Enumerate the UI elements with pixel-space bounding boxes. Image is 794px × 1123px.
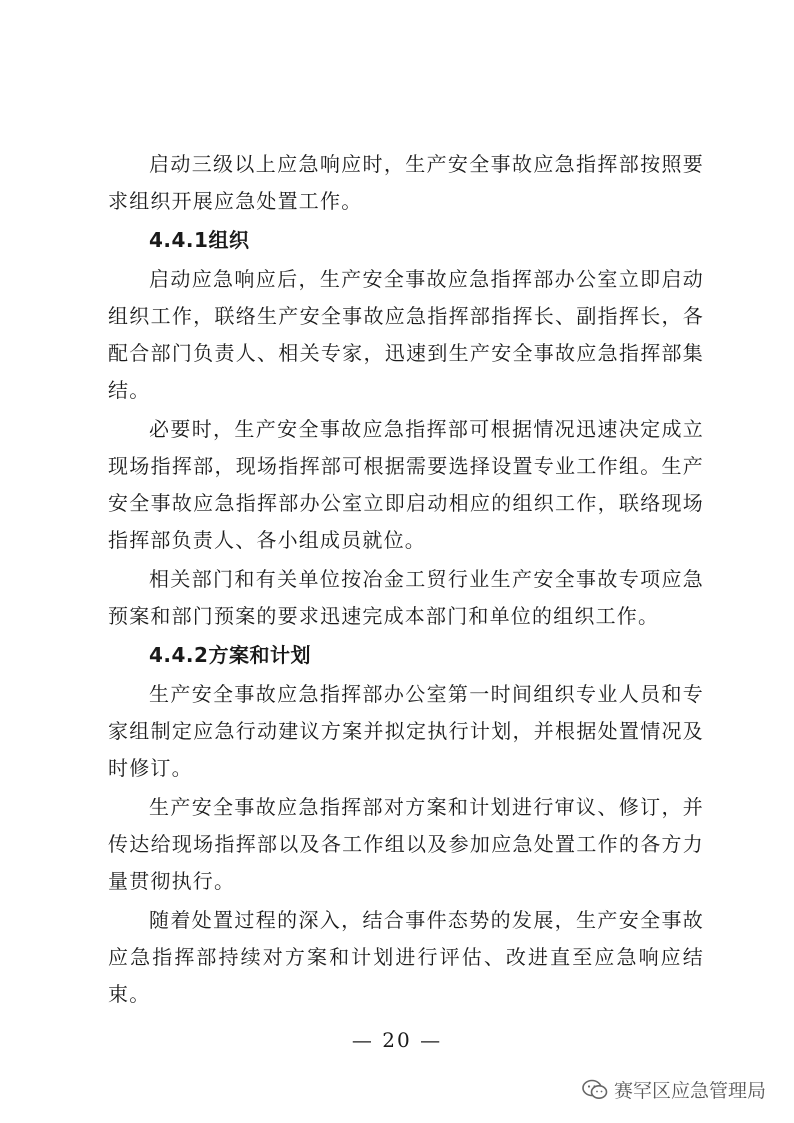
section-heading: 4.4.1组织	[149, 228, 250, 252]
paragraph: 必要时，生产安全事故应急指挥部可根据情况迅速决定成立现场指挥部，现场指挥部可根据需要选择设置专业工作组。生产安全事故应急指挥部办公室立即启动相应的组织工作，联络现场指挥部负责人、各小组成员就位。	[108, 417, 704, 552]
section-heading: 4.4.2方案和计划	[149, 643, 311, 667]
watermark	[582, 1076, 766, 1103]
paragraph: 启动应急响应后，生产安全事故应急指挥部办公室立即启动组织工作，联络生产安全事故应急指挥部指挥长、副指挥长，各配合部门负责人、相关专家，迅速到生产安全事故应急指挥部集结。	[108, 267, 704, 402]
document-body	[108, 146, 704, 1015]
watermark-text: 赛罕区应急管理局	[613, 1080, 766, 1102]
wechat-icon	[582, 1079, 608, 1101]
page-number: — 20 —	[351, 1028, 443, 1052]
paragraph: 生产安全事故应急指挥部对方案和计划进行审议、修订，并传达给现场指挥部以及各工作组以及参加应急处置工作的各方力量贯彻执行。	[108, 795, 704, 893]
paragraph: 随着处置过程的深入，结合事件态势的发展，生产安全事故应急指挥部持续对方案和计划进行评估、改进直至应急响应结束。	[108, 908, 704, 1006]
paragraph: 生产安全事故应急指挥部办公室第一时间组织专业人员和专家组制定应急行动建议方案并拟定执行计划，并根据处置情况及时修订。	[108, 682, 704, 780]
paragraph: 相关部门和有关单位按冶金工贸行业生产安全事故专项应急预案和部门预案的要求迅速完成本部门和单位的组织工作。	[108, 567, 704, 628]
paragraph: 启动三级以上应急响应时，生产安全事故应急指挥部按照要求组织开展应急处置工作。	[108, 152, 704, 213]
